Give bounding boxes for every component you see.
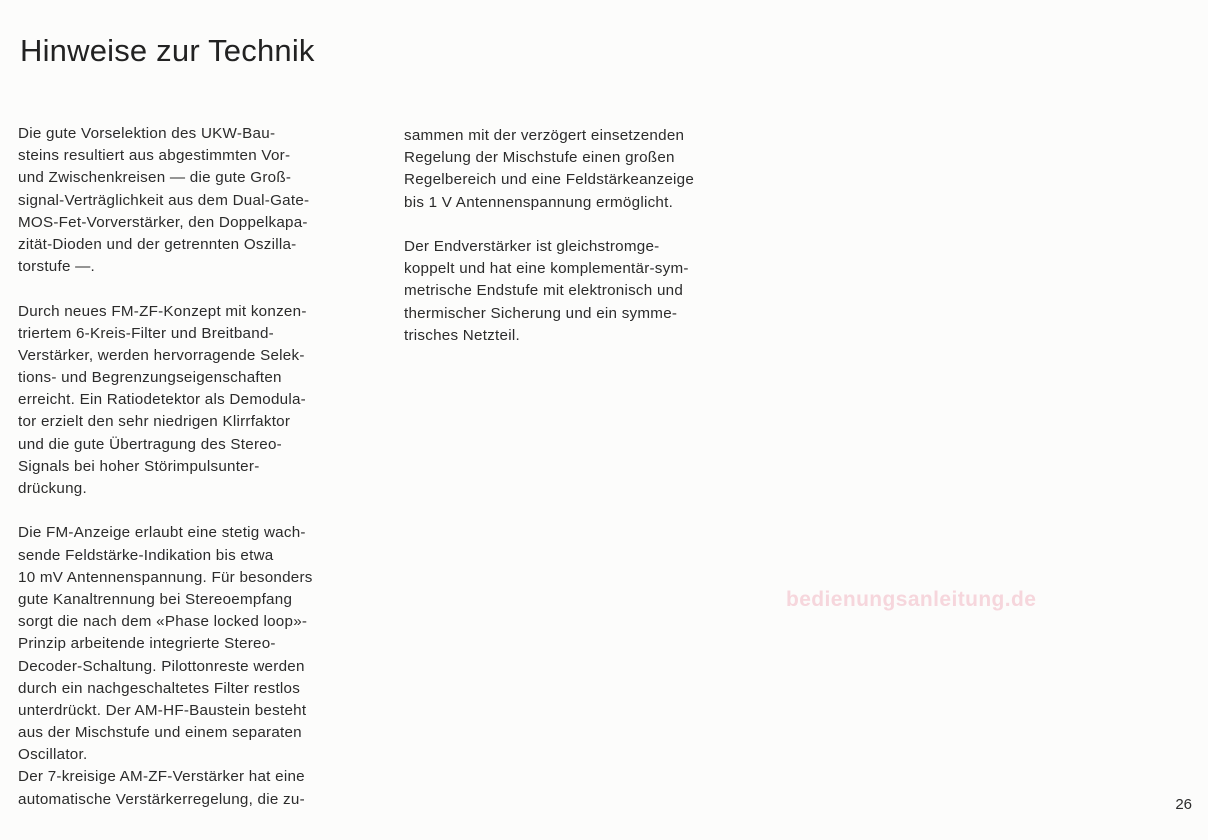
text-line: signal-Verträglichkeit aus dem Dual-Gate-: [18, 191, 310, 209]
text-line: bis 1 V Antennenspannung ermöglicht.: [404, 193, 674, 211]
page-number: 26: [1175, 796, 1192, 813]
text-line: durch ein nachgeschaltetes Filter restlos: [18, 679, 301, 697]
text-line: erreicht. Ein Ratiodetektor als Demodula-: [18, 391, 306, 409]
text-line: Regelbereich und eine Feldstärkeanzeige: [404, 171, 695, 189]
text-line: zität-Dioden und der getrennten Oszilla-: [18, 235, 297, 253]
text-line: triertem 6-Kreis-Filter und Breitband-: [18, 324, 274, 342]
text-line: Der 7-kreisige AM-ZF-Verstärker hat eine: [18, 768, 305, 786]
text-line: Die gute Vorselektion des UKW-Bau-: [18, 125, 276, 142]
text-line: gute Kanaltrennung bei Stereoempfang: [18, 590, 293, 608]
text-line: unterdrückt. Der AM-HF-Baustein besteht: [18, 701, 307, 719]
paragraph-endverstaerker: [404, 236, 764, 347]
text-line: tor erzielt den sehr niedrigen Klirrfaktor: [18, 413, 291, 431]
paragraph-fm-zf-konzept: [18, 301, 378, 501]
page-title: Hinweise zur Technik: [20, 33, 315, 68]
text-line: Durch neues FM-ZF-Konzept mit konzen-: [18, 302, 307, 320]
paragraph-regelung: [404, 125, 764, 214]
paragraph-ukw-baustein: [18, 123, 378, 278]
text-line: Der Endverstärker ist gleichstromge-: [404, 237, 660, 255]
text-line: sammen mit der verzögert einsetzenden: [404, 127, 685, 144]
text-line: Oscillator.: [18, 746, 88, 764]
text-line: Prinzip arbeitende integrierte Stereo-: [18, 635, 276, 653]
text-line: metrische Endstufe mit elektronisch und: [404, 282, 684, 300]
text-line: Regelung der Mischstufe einen großen: [404, 149, 675, 167]
text-line: sende Feldstärke-Indikation bis etwa: [18, 546, 274, 564]
text-line: und die gute Übertragung des Stereo-: [18, 435, 282, 453]
text-line: sorgt die nach dem «Phase locked loop»-: [18, 613, 308, 631]
text-line: automatische Verstärkerregelung, die zu-: [18, 790, 305, 808]
watermark: bedienungsanleitung.de: [786, 588, 1037, 611]
text-line: thermischer Sicherung und ein symme-: [404, 304, 678, 322]
left-text-column: [18, 123, 378, 811]
text-line: 10 mV Antennenspannung. Für besonders: [18, 568, 313, 586]
text-line: trisches Netzteil.: [404, 326, 520, 344]
text-line: drückung.: [18, 480, 87, 497]
text-line: torstufe —.: [18, 258, 96, 276]
text-line: Die FM-Anzeige erlaubt eine stetig wach-: [18, 524, 306, 542]
text-line: MOS-Fet-Vorverstärker, den Doppelkapa-: [18, 213, 308, 231]
text-line: koppelt und hat eine komplementär-sym-: [404, 260, 689, 278]
text-line: tions- und Begrenzungseigenschaften: [18, 369, 282, 387]
text-line: Decoder-Schaltung. Pilottonreste werden: [18, 657, 305, 675]
text-line: Verstärker, werden hervorragende Selek-: [18, 346, 305, 364]
paragraph-gap: [18, 500, 378, 522]
paragraph-gap: [404, 214, 764, 236]
text-line: steins resultiert aus abgestimmten Vor-: [18, 147, 291, 165]
right-text-column: [404, 125, 764, 347]
text-line: aus der Mischstufe und einem separaten: [18, 724, 302, 742]
paragraph-gap: [18, 278, 378, 300]
text-line: Signals bei hoher Störimpulsunter-: [18, 457, 260, 475]
paragraph-fm-anzeige: [18, 522, 378, 810]
text-line: und Zwischenkreisen — die gute Groß-: [18, 169, 292, 187]
